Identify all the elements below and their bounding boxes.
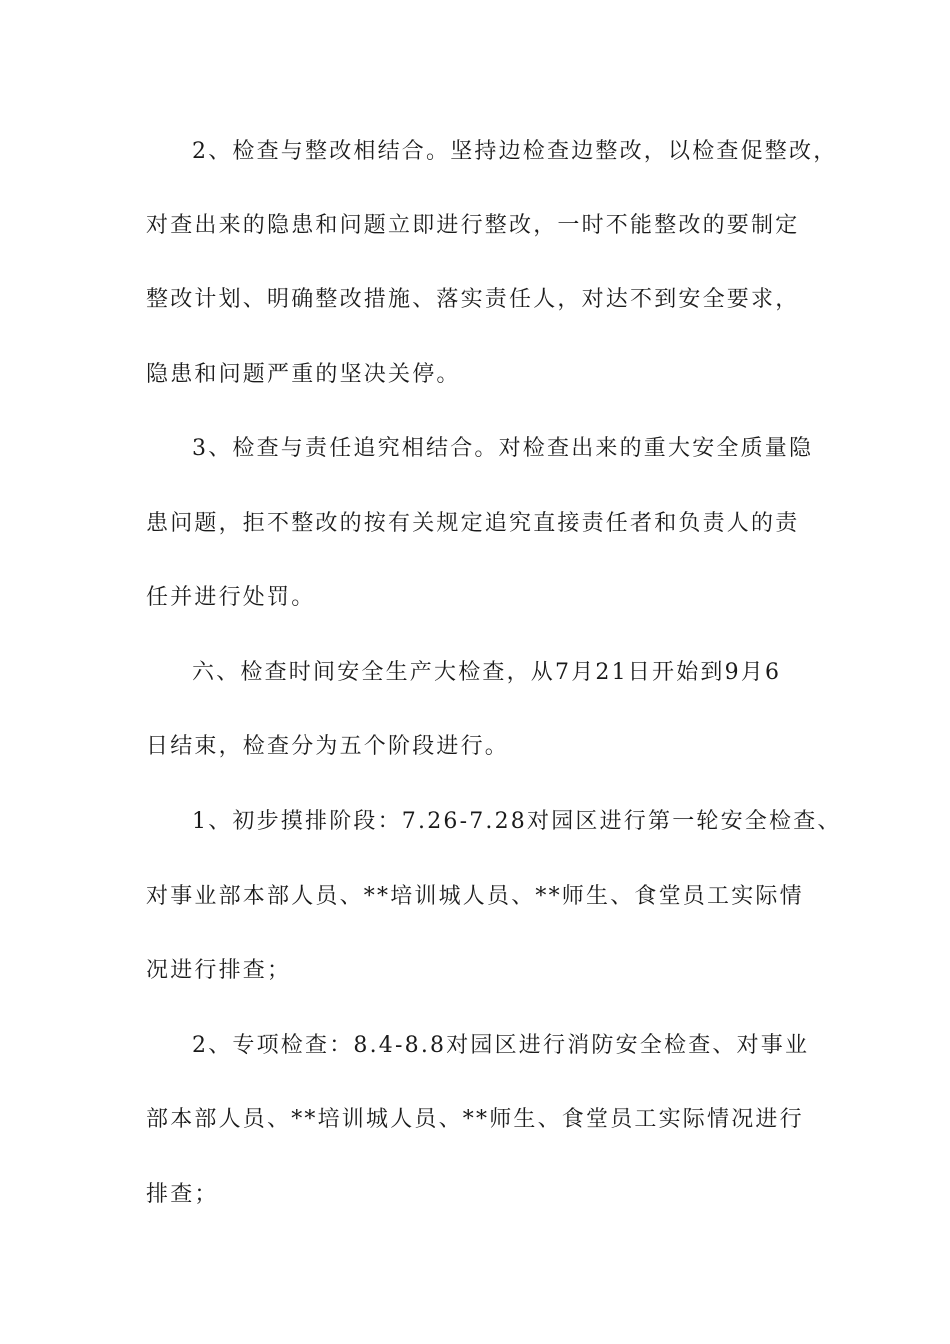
paragraph-line: 隐患和问题严重的坚决关停。	[146, 362, 461, 387]
paragraph-line: 况进行排查；	[146, 958, 292, 983]
paragraph-line: 1、初步摸排阶段：7.26-7.28对园区进行第一轮安全检查、	[192, 809, 842, 834]
paragraph-line: 2、检查与整改相结合。坚持边检查边整改，以检查促整改，	[192, 139, 838, 164]
paragraph-line: 对事业部本部人员、**培训城人员、**师生、食堂员工实际情	[146, 884, 804, 909]
paragraph-line: 任并进行处罚。	[146, 585, 316, 610]
paragraph-line: 对查出来的隐患和问题立即进行整改，一时不能整改的要制定	[146, 213, 800, 238]
paragraph-line: 六、检查时间安全生产大检查，从7月21日开始到9月6	[192, 660, 782, 685]
paragraph-line: 患问题，拒不整改的按有关规定追究直接责任者和负责人的责	[146, 511, 800, 536]
paragraph-line: 排查；	[146, 1182, 219, 1207]
paragraph-line: 整改计划、明确整改措施、落实责任人，对达不到安全要求，	[146, 287, 800, 312]
paragraph-line: 2、专项检查：8.4-8.8对园区进行消防安全检查、对事业	[192, 1033, 810, 1058]
paragraph-line: 日结束，检查分为五个阶段进行。	[146, 734, 510, 759]
paragraph-line: 3、检查与责任追究相结合。对检查出来的重大安全质量隐	[192, 436, 814, 461]
paragraph-line: 部本部人员、**培训城人员、**师生、食堂员工实际情况进行	[146, 1107, 804, 1132]
